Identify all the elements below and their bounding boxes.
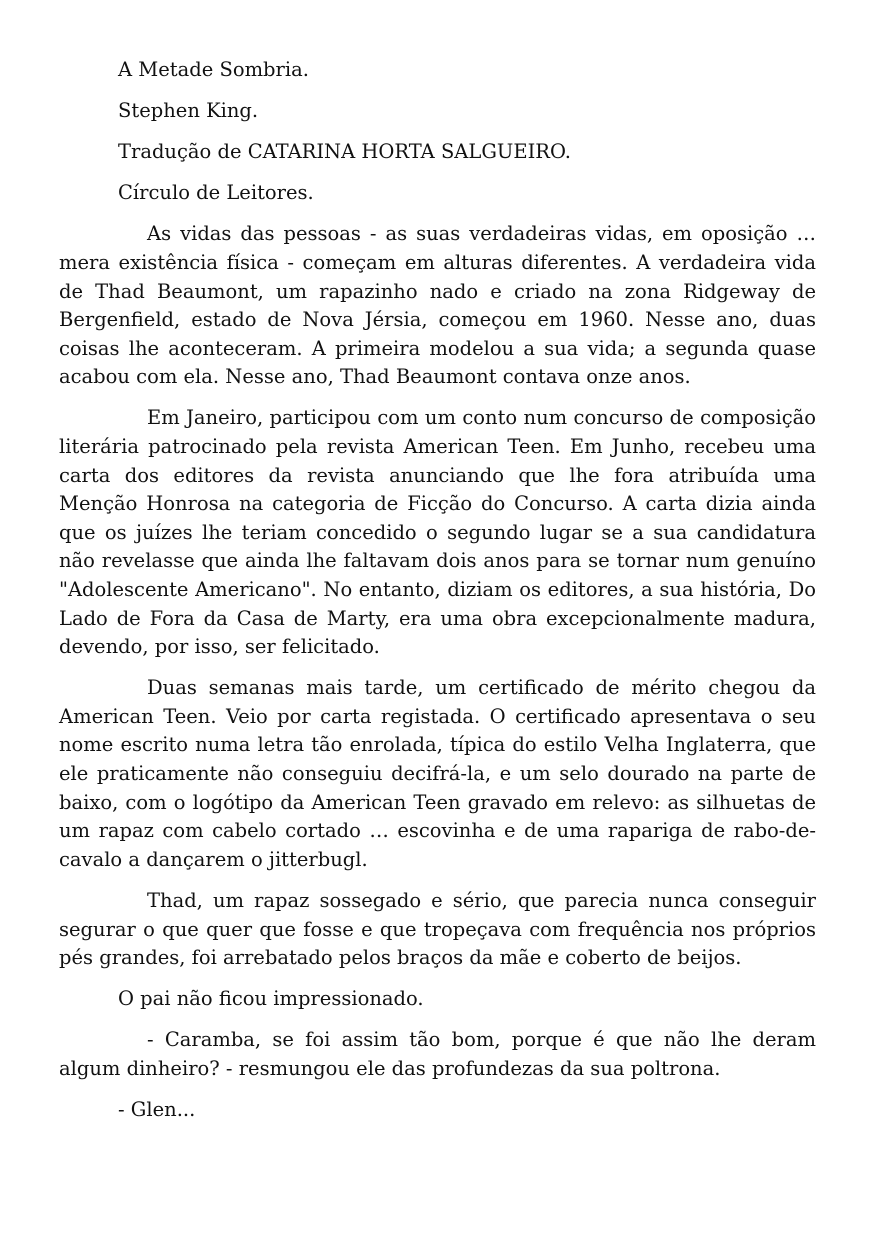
paragraph-6: - Caramba, se foi assim tão bom, porque é que não lhe deram algum dinheiro? - resmungou ele das profundezas da sua poltrona. bbox=[59, 1028, 816, 1080]
paragraph-2: Em Janeiro, participou com um conto num concurso de composição literária patrocinado pela revista American Teen. Em Junho, recebeu uma carta dos editores da revista anunciando que lhe fora atribuída uma Menção Honrosa na categoria de Ficção do Concurso. A carta dizia ainda que os juízes lhe teriam concedido o segundo lugar se a sua candidatura não revelasse que ainda lhe faltavam dois anos para se tornar num genuíno "Adolescente Americano". No entanto, diziam os editores, a sua história, Do Lado de Fora da Casa de Marty, era uma obra excepcionalmente madura, devendo, por isso, ser felicitado. bbox=[59, 406, 816, 659]
paragraph-1: As vidas das pessoas - as suas verdadeiras vidas, em oposição … mera existência física - começam em alturas diferentes. A verdadeira vida de Thad Beaumont, um rapazinho nado e criado na zona Ridgeway de Bergenfield, estado de Nova Jérsia, começou em 1960. Nesse ano, duas coisas lhe aconteceram. A primeira modelou a sua vida; a segunda quase acabou com ela. Nesse ano, Thad Beaumont contava onze anos. bbox=[59, 222, 816, 389]
book-title: A Metade Sombria. bbox=[118, 58, 309, 81]
document-body bbox=[59, 56, 816, 1137]
paragraph-3: Duas semanas mais tarde, um certificado de mérito chegou da American Teen. Veio por carta registada. O certificado apresentava o seu nome escrito numa letra tão enrolada, típica do estilo Velha Inglaterra, que ele praticamente não conseguiu decifrá-la, e um selo dourado na parte de baixo, com o logótipo da American Teen gravado em relevo: as silhuetas de um rapaz com cabelo cortado … escovinha e de uma rapariga de rabo-de-cavalo a dançarem o jitterbugl. bbox=[59, 676, 816, 871]
paragraph-4: Thad, um rapaz sossegado e sério, que parecia nunca conseguir segurar o que quer que fosse e que tropeçava com frequência nos próprios pés grandes, foi arrebatado pelos braços da mãe e coberto de beijos. bbox=[59, 888, 816, 970]
book-author: Stephen King. bbox=[118, 99, 259, 123]
paragraph-5: O pai não ficou impressionado. bbox=[118, 987, 424, 1011]
translation-credit: Tradução de CATARINA HORTA SALGUEIRO. bbox=[118, 140, 572, 164]
publisher: Círculo de Leitores. bbox=[118, 181, 314, 205]
paragraph-7: - Glen... bbox=[118, 1098, 196, 1121]
